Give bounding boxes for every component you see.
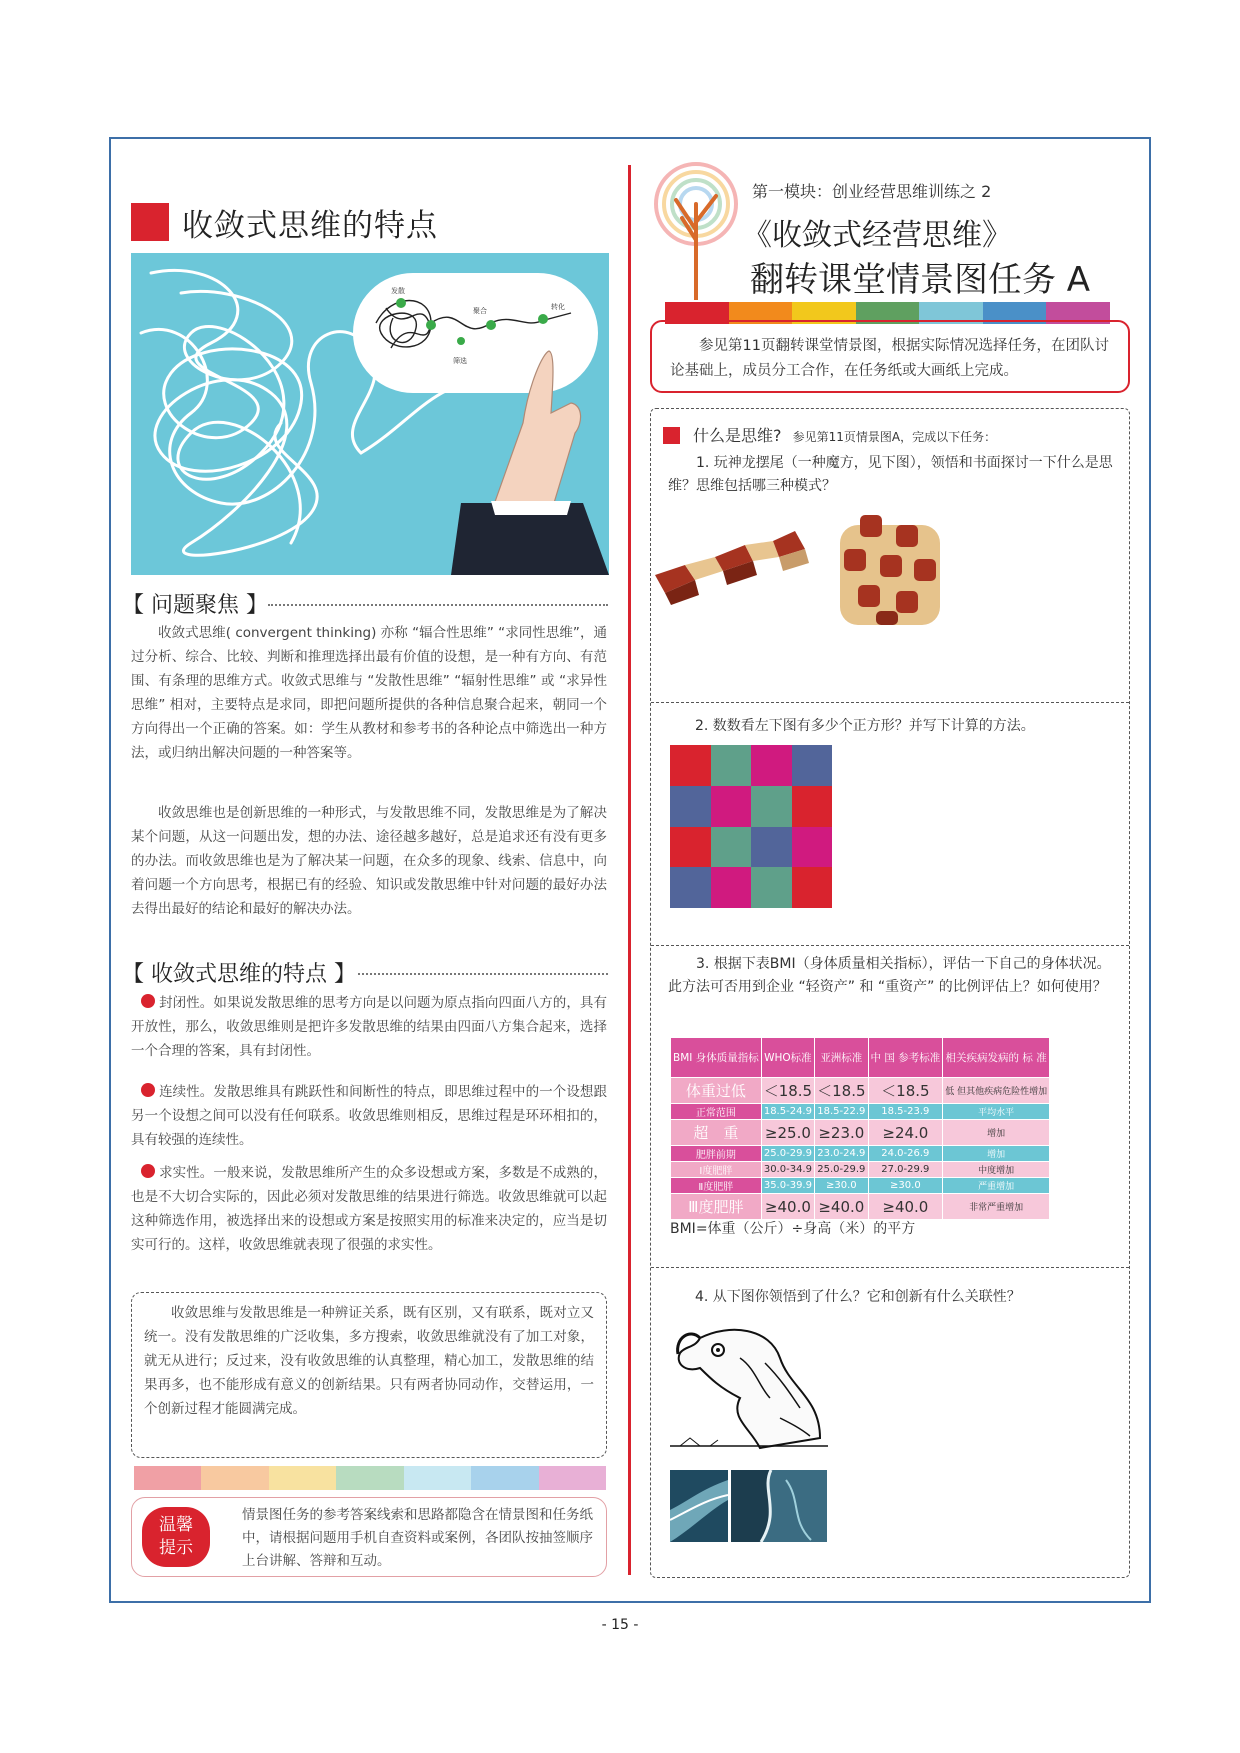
hero-illustration xyxy=(131,253,609,575)
grid-square xyxy=(792,867,833,908)
bmi-cell: 24.0-26.9 xyxy=(868,1146,943,1162)
tip-badge-line: 提示 xyxy=(159,1538,193,1558)
dialectic-text: 收敛思维与发散思维是一种辨证关系，既有区别，又有联系，既对立又统一。没有发散思维的广泛收集，多方搜索，收敛思维就没有了加工对象，就无从进行；反过来，没有收敛思维的认真整理，精心加工，发散思维的结果再多，也不能形成有意义的创新结果。只有两者协同动作，交替运用，一个创新过程才能圆满完成。 xyxy=(144,1305,594,1417)
bmi-cell: ≥23.0 xyxy=(815,1120,868,1146)
bmi-cell: ≥30.0 xyxy=(815,1178,868,1194)
grid-square xyxy=(670,867,711,908)
feature-text: 求实性。一般来说，发散思维所产生的众多设想或方案，多数是不成熟的，也是不大切合实际的，因此必须对发散思维的结果进行筛选。收敛思维就可以起这种筛选作用，被选择出来的设想或方案是按照实用的标准来决定的，应当是切实可行的。这样，收敛思维就表现了很强的求实性。 xyxy=(131,1165,607,1253)
feature-text: 连续性。发散思维具有跳跃性和间断性的特点，即思维过程中的一个设想跟另一个设想之间可以没有任何联系。收敛思维则相反，思维过程是环环相扣的，具有较强的连续性。 xyxy=(131,1084,607,1148)
intro-text: 参见第11页翻转课堂情景图，根据实际情况选择任务，在团队讨论基础上，成员分工合作，在任务纸或大画纸上完成。 xyxy=(670,338,1109,379)
bmi-header-row xyxy=(671,1038,1050,1078)
grid-square xyxy=(792,827,833,868)
tip-box xyxy=(131,1497,607,1577)
bullet-icon xyxy=(141,1083,155,1097)
bmi-cell: 低 但其他疾病危险性增加 xyxy=(943,1078,1050,1104)
task-separator xyxy=(651,945,1129,946)
feature-closed xyxy=(131,991,607,1063)
bmi-row xyxy=(671,1194,1050,1220)
grid-square xyxy=(751,827,792,868)
coast-photo-right xyxy=(731,1470,827,1542)
grid-square xyxy=(792,745,833,786)
bmi-cell: 35.0-39.9 xyxy=(761,1178,814,1194)
task-heading-text: 什么是思维? xyxy=(693,426,782,445)
bmi-cell: 27.0-29.9 xyxy=(868,1162,943,1178)
bmi-cell: ＜18.5 xyxy=(868,1078,943,1104)
bmi-header-cell: BMI 身体质量指标 xyxy=(671,1038,762,1078)
section-rule xyxy=(268,604,608,606)
grid-square xyxy=(711,745,752,786)
focus-paragraph-2: 收敛思维也是创新思维的一种形式，与发散思维不同，发散思维是为了解决某个问题，从这一问题出发，想的办法、途径越多越好，总是追求还有没有更多的办法。而收敛思维也是为了解决某一问题，在众多的现象、线索、信息中，向着问题一个方向思考，根据已有的经验、知识或发散思维中针对问题的最好办法去得出最好的结论和最好的解决办法。 xyxy=(131,805,607,917)
focus-paragraph-1: 收敛式思维( convergent thinking) 亦称 “辐合性思维” “求同性思维”，通过分析、综合、比较、判断和推理选择出最有价值的设想，是一种有方向、有范围、有条理的思维方式。收敛式思维与 “发散性思维” “辐射性思维” 或 “求异性思维” 相对，主要特点是求同，即把问题所提供的各种信息聚合起来，朝同一个方向得出一个正确的答案。如：学生从教材和参考书的各种论点中筛选出一种方法，或归纳出解决问题的一种答案等。 xyxy=(131,625,607,761)
pastel-color-bar xyxy=(134,1466,606,1490)
section-title-features: 【 收敛式思维的特点 】 xyxy=(122,962,356,987)
task-heading xyxy=(693,424,996,449)
question-1: 1. 玩神龙摆尾（一种魔方，见下图），领悟和书面探讨一下什么是思维？思维包括哪三种模式？ xyxy=(668,455,1113,494)
bmi-header-cell: 中 国 参考标准 xyxy=(868,1038,943,1078)
task-separator xyxy=(651,1267,1129,1268)
grid-square xyxy=(751,867,792,908)
course-title: 《收敛式经营思维》 xyxy=(742,218,1012,253)
vulture-cartoon-image xyxy=(670,1318,828,1458)
hero-label: 发散 xyxy=(391,287,405,295)
bmi-cell: ≥25.0 xyxy=(761,1120,814,1146)
bmi-row-label: 正常范围 xyxy=(671,1104,762,1120)
section-title-focus: 【 问题聚焦 】 xyxy=(122,593,268,618)
coast-image-icon xyxy=(670,1470,728,1542)
bmi-row xyxy=(671,1104,1050,1120)
bmi-row-label: 体重过低 xyxy=(671,1078,762,1104)
hero-label: 筛选 xyxy=(453,357,467,365)
section-rule xyxy=(358,973,608,975)
page-title: 收敛式思维的特点 xyxy=(182,208,438,244)
bmi-cell: 25.0-29.9 xyxy=(815,1162,868,1178)
hero-label: 聚合 xyxy=(473,307,487,315)
grid-square xyxy=(751,786,792,827)
bmi-cell: 18.5-22.9 xyxy=(815,1104,868,1120)
bmi-cell: 严重增加 xyxy=(943,1178,1050,1194)
task-marker xyxy=(663,427,680,444)
bmi-formula: BMI=体重（公斤）÷身高（米）的平方 xyxy=(670,1221,916,1237)
bmi-row-label: Ⅱ度肥胖 xyxy=(671,1178,762,1194)
tip-badge xyxy=(142,1507,210,1567)
bmi-row-label: Ⅲ度肥胖 xyxy=(671,1194,762,1220)
question-4: 4. 从下图你领悟到了什么？它和创新有什么关联性？ xyxy=(695,1289,1021,1305)
title-marker xyxy=(131,203,169,241)
bmi-table xyxy=(670,1037,1050,1220)
feature-practical xyxy=(131,1161,607,1257)
grid-square xyxy=(670,745,711,786)
bmi-row xyxy=(671,1178,1050,1194)
bmi-header-cell: WHO标准 xyxy=(761,1038,814,1078)
tree-logo-icon xyxy=(652,160,740,300)
bmi-cell: ≥40.0 xyxy=(868,1194,943,1220)
bmi-cell: ＜18.5 xyxy=(761,1078,814,1104)
bmi-row xyxy=(671,1078,1050,1104)
tip-text: 情景图任务的参考答案线索和思路都隐含在情景图和任务纸中，请根据问题用手机自查资料或案例，各团队按抽签顺序上台讲解、答辩和互动。 xyxy=(242,1507,593,1569)
snake-puzzle-image xyxy=(655,505,955,635)
tip-badge-line: 温馨 xyxy=(159,1515,193,1535)
bmi-cell: 18.5-23.9 xyxy=(868,1104,943,1120)
grid-square xyxy=(711,786,752,827)
bmi-cell: 平均水平 xyxy=(943,1104,1050,1120)
square-grid xyxy=(670,745,832,908)
bmi-cell: ＜18.5 xyxy=(815,1078,868,1104)
grid-square xyxy=(711,867,752,908)
bmi-cell: 中度增加 xyxy=(943,1162,1050,1178)
bmi-cell: 增加 xyxy=(943,1146,1050,1162)
bmi-cell: ≥40.0 xyxy=(761,1194,814,1220)
bmi-cell: 30.0-34.9 xyxy=(761,1162,814,1178)
bmi-row xyxy=(671,1120,1050,1146)
grid-square xyxy=(711,827,752,868)
bmi-row xyxy=(671,1146,1050,1162)
grid-square xyxy=(792,786,833,827)
bmi-cell: ≥40.0 xyxy=(815,1194,868,1220)
module-label: 第一模块：创业经营思维训练之 2 xyxy=(752,182,992,201)
task-heading-note: 参见第11页情景图A，完成以下任务： xyxy=(792,430,997,444)
question-2: 2. 数数看左下图有多少个正方形？并写下计算的方法。 xyxy=(695,718,1035,734)
hero-label: 转化 xyxy=(551,303,565,311)
bmi-cell: 25.0-29.9 xyxy=(761,1146,814,1162)
task-separator xyxy=(651,702,1129,703)
feature-text: 封闭性。如果说发散思维的思考方向是以问题为原点指向四面八方的，具有开放性，那么，收敛思维则是把许多发散思维的结果由四面八方集合起来，选择一个合理的答案，具有封闭性。 xyxy=(131,995,607,1059)
bmi-header-cell: 亚洲标准 xyxy=(815,1038,868,1078)
grid-square xyxy=(670,827,711,868)
bmi-cell: ≥24.0 xyxy=(868,1120,943,1146)
tangle-illustration xyxy=(131,253,609,575)
intro-box xyxy=(650,320,1130,393)
bmi-row-label: Ⅰ度肥胖 xyxy=(671,1162,762,1178)
coast-photo-left xyxy=(670,1470,728,1542)
bullet-icon xyxy=(141,1164,155,1178)
page-number: - 15 - xyxy=(601,1617,639,1633)
task-title: 翻转课堂情景图任务 A xyxy=(750,260,1091,300)
bmi-row-label: 超 重 xyxy=(671,1120,762,1146)
dialectic-box xyxy=(131,1292,607,1458)
question-3: 3. 根据下表BMI（身体质量相关指标），评估一下自己的身体状况。此方法可否用到企业 “轻资产” 和 “重资产” 的比例评估上？如何使用？ xyxy=(668,956,1111,995)
bmi-cell: 增加 xyxy=(943,1120,1050,1146)
bmi-cell: 非常严重增加 xyxy=(943,1194,1050,1220)
bullet-icon xyxy=(141,994,155,1008)
bmi-row xyxy=(671,1162,1050,1178)
grid-square xyxy=(751,745,792,786)
bmi-cell: ≥30.0 xyxy=(868,1178,943,1194)
grid-square xyxy=(670,786,711,827)
feature-continuous xyxy=(131,1080,607,1152)
coast-image-icon xyxy=(731,1470,827,1542)
column-divider xyxy=(628,165,631,1575)
bmi-header-cell: 相关疾病发病的 标 准 xyxy=(943,1038,1050,1078)
bmi-cell: 23.0-24.9 xyxy=(815,1146,868,1162)
bmi-cell: 18.5-24.9 xyxy=(761,1104,814,1120)
bmi-row-label: 肥胖前期 xyxy=(671,1146,762,1162)
